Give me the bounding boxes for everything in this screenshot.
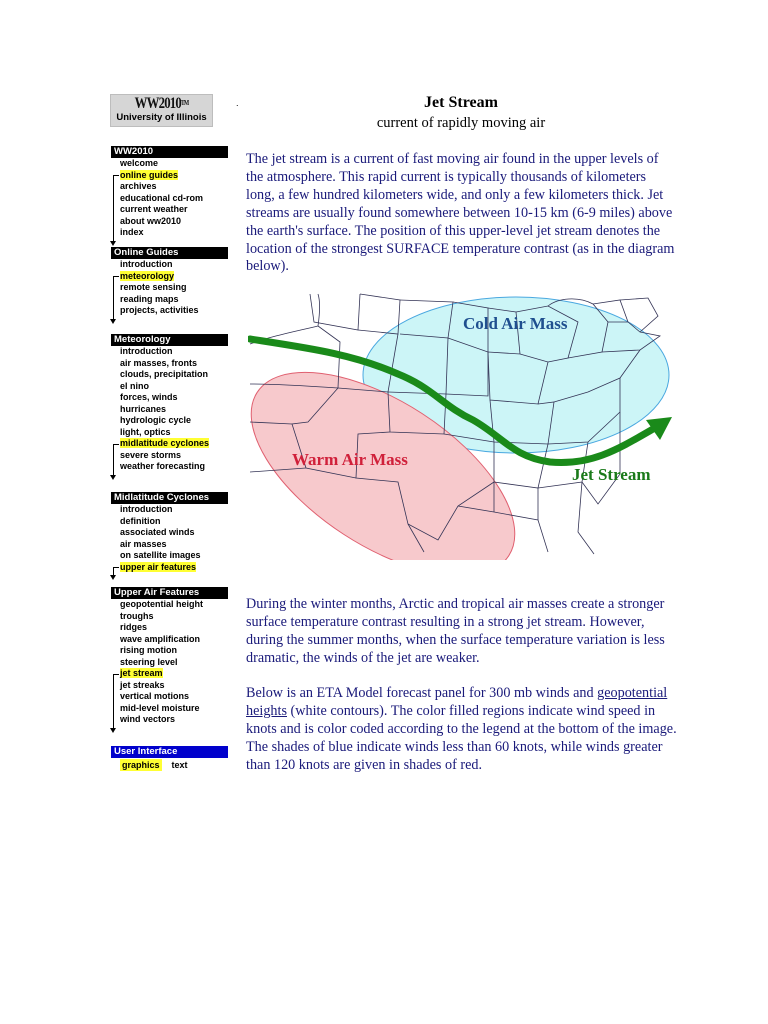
nav-item-ww2010[interactable]: educational cd-rom <box>120 192 204 203</box>
nav-section-upper-air-features <box>111 587 228 726</box>
nav-item-upper-air-features[interactable]: mid-level moisture <box>120 702 200 713</box>
nav-item-upper-air-features[interactable]: jet streaks <box>120 679 165 690</box>
nav-item-online-guides[interactable]: remote sensing <box>120 282 187 292</box>
nav-item-upper-air-features[interactable]: geopotential height <box>120 599 203 609</box>
nav-item-meteorology[interactable]: el nino <box>120 380 149 391</box>
nav-item-upper-air-features[interactable]: steering level <box>120 656 178 667</box>
nav-graphics-link[interactable]: graphics <box>122 760 160 770</box>
nav-section-ww2010 <box>111 146 228 239</box>
nav-item-upper-air-features[interactable]: wave amplification <box>120 633 201 644</box>
nav-tree-line <box>113 444 114 475</box>
cold-air-mass-label: Cold Air Mass <box>463 314 568 333</box>
nav-item-online-guides[interactable]: reading maps <box>120 293 179 304</box>
nav-header-user-interface: User Interface <box>111 746 228 758</box>
nav-item-ww2010[interactable]: about ww2010 <box>120 215 182 226</box>
nav-item-upper-air-features[interactable]: rising motion <box>120 645 177 655</box>
nav-item-midlatitude-cyclones[interactable]: associated winds <box>120 527 195 537</box>
nav-item-ww2010[interactable]: index <box>120 227 144 237</box>
nav-item-online-guides-current[interactable]: meteorology <box>120 270 175 281</box>
down-arrow-icon <box>110 475 116 480</box>
nav-item-ww2010[interactable]: current weather <box>120 204 188 214</box>
nav-item-upper-air-features-current[interactable]: jet stream <box>120 668 163 678</box>
nav-item-meteorology[interactable]: clouds, precipitation <box>120 369 209 379</box>
jet-stream-diagram <box>248 292 673 560</box>
nav-item-upper-air-features[interactable]: ridges <box>120 622 148 632</box>
nav-tree-line <box>113 567 114 575</box>
nav-section-midlatitude-cyclones <box>111 492 228 573</box>
nav-item-meteorology[interactable]: light, optics <box>120 426 171 437</box>
down-arrow-icon <box>110 241 116 246</box>
nav-item-meteorology[interactable]: severe storms <box>120 449 182 460</box>
jet-stream-label: Jet Stream <box>572 465 651 484</box>
nav-item-meteorology[interactable]: hydrologic cycle <box>120 415 192 425</box>
nav-item-midlatitude-cyclones[interactable]: definition <box>120 515 161 526</box>
nav-item-online-guides[interactable]: introduction <box>120 259 173 269</box>
nav-item-meteorology[interactable]: air masses, fronts <box>120 357 198 368</box>
nav-list-meteorology <box>111 346 228 473</box>
nav-tree-line <box>113 276 114 318</box>
nav-item-upper-air-features[interactable]: vertical motions <box>120 691 190 701</box>
down-arrow-icon <box>110 728 116 733</box>
nav-section-user-interface <box>111 746 228 771</box>
nav-list-online-guides <box>111 259 228 317</box>
down-arrow-icon <box>110 319 116 324</box>
nav-item-ww2010[interactable]: archives <box>120 181 157 191</box>
logo-institution: University of Illinois <box>116 112 207 123</box>
nav-item-upper-air-features[interactable]: wind vectors <box>120 714 176 724</box>
nav-item-midlatitude-cyclones-current[interactable]: upper air features <box>120 561 197 572</box>
nav-section-meteorology <box>111 334 228 473</box>
page-subtitle: current of rapidly moving air <box>376 115 546 131</box>
nav-item-meteorology[interactable]: forces, winds <box>120 392 178 402</box>
nav-list-upper-air-features <box>111 599 228 726</box>
nav-tree-line <box>113 674 114 728</box>
nav-list-midlatitude-cyclones <box>111 504 228 573</box>
nav-header-online-guides: Online Guides <box>111 247 228 259</box>
nav-item-midlatitude-cyclones[interactable]: on satellite images <box>120 550 201 560</box>
nav-section-online-guides <box>111 247 228 317</box>
winter-paragraph: During the winter months, Arctic and tropical air masses create a stronger surface temperature contrast resulting in a strong jet stream. However, during the summer months, when the surface temperature variation is less dramatic, the winds of the jet are weaker. <box>246 596 665 666</box>
nav-text-link[interactable]: text <box>171 760 188 770</box>
nav-item-midlatitude-cyclones[interactable]: air masses <box>120 538 167 549</box>
nav-item-meteorology[interactable]: weather forecasting <box>120 461 206 471</box>
nav-item-ww2010-current[interactable]: online guides <box>120 169 179 180</box>
nav-item-online-guides[interactable]: projects, activities <box>120 305 199 315</box>
nav-item-midlatitude-cyclones[interactable]: introduction <box>120 504 173 514</box>
nav-header-meteorology: Meteorology <box>111 334 228 346</box>
down-arrow-icon <box>110 575 116 580</box>
intro-paragraph: The jet stream is a current of fast moving air found in the upper levels of the atmosphere. This rapid current is typically thousands of kilometers long, a few hundred kilometers wide, and only a few kilometers thick. Jet streams are usually found somewhere between 10-15 km (6-9 miles) above the earth's surface. The position of this upper-level jet stream denotes the location of the strongest SURFACE temperature contrast (as in the diagram below). <box>246 151 675 275</box>
nav-item-meteorology[interactable]: introduction <box>120 346 173 356</box>
warm-air-mass-label: Warm Air Mass <box>292 450 408 469</box>
page-title: Jet Stream <box>424 94 498 111</box>
geopotential-heights-link[interactable]: geopotential heights <box>246 685 668 719</box>
nav-list-ww2010 <box>111 158 228 239</box>
nav-item-ww2010[interactable]: welcome <box>120 158 159 168</box>
nav-item-upper-air-features[interactable]: troughs <box>120 610 154 621</box>
nav-item-meteorology[interactable]: hurricanes <box>120 403 167 414</box>
nav-item-meteorology-current[interactable]: midlatitude cyclones <box>120 438 210 448</box>
logo-mark: WW2010™ <box>134 95 189 112</box>
ww2010-logo[interactable] <box>110 94 213 127</box>
nav-header-upper-air-features: Upper Air Features <box>111 587 228 599</box>
eta-paragraph: Below is an ETA Model forecast panel for 300 mb winds and geopotential heights (white contours). The color filled regions indicate wind speed in knots and is color coded according to the legend at the bottom of the image. The shades of blue indicate winds less than 60 knots, while winds greater than 120 knots are given in shades of red. <box>246 685 677 773</box>
nav-header-ww2010: WW2010 <box>111 146 228 158</box>
nav-tree-line <box>113 175 114 240</box>
nav-header-midlatitude-cyclones: Midlatitude Cyclones <box>111 492 228 504</box>
separator-dot: . <box>236 98 239 108</box>
